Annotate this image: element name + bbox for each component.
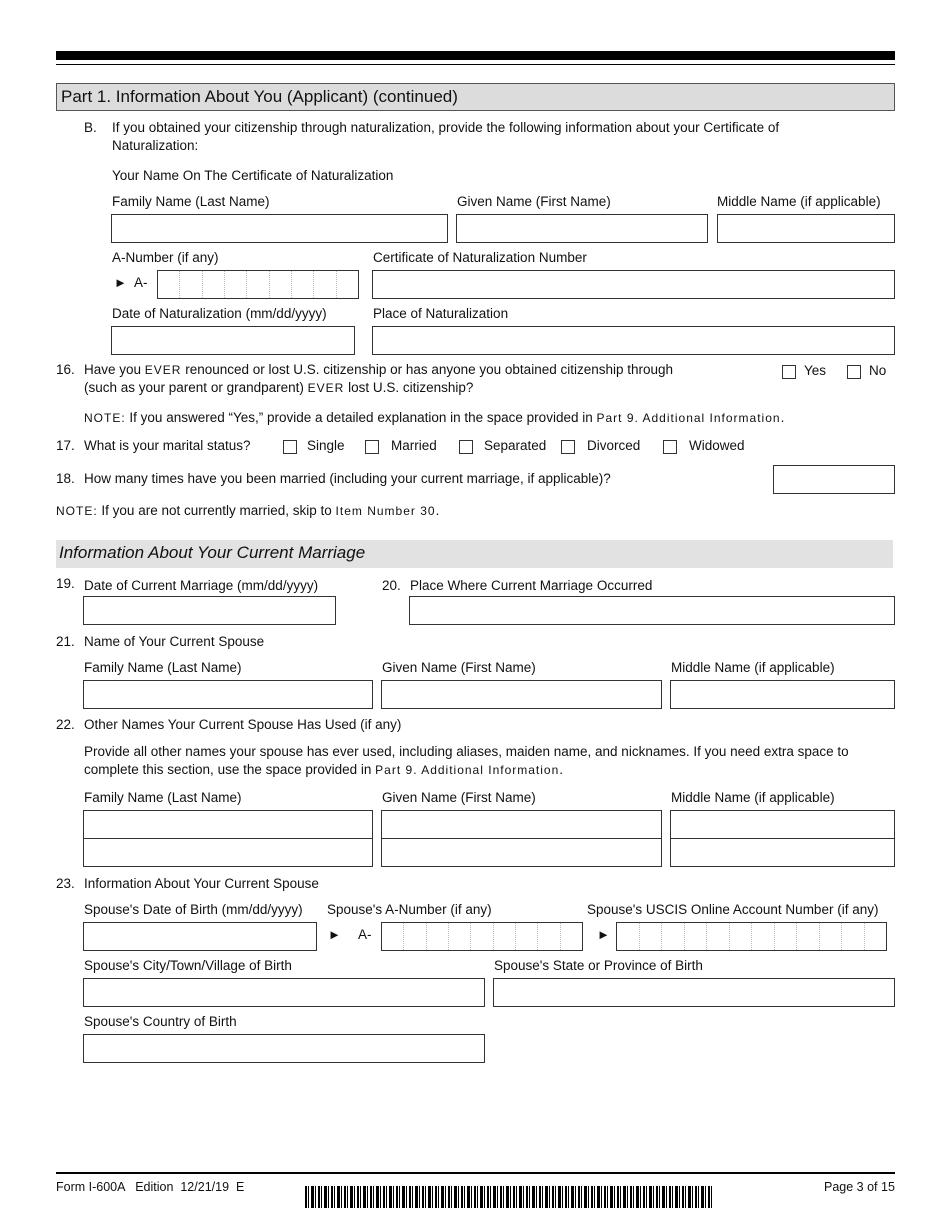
spouse-family-name-label: Family Name (Last Name) [84,660,242,675]
footer-form-edition: Form I-600A Edition 12/21/19 E [56,1180,245,1194]
spouse-a-number-label: Spouse's A-Number (if any) [327,902,492,917]
q22-instr-end: . [559,762,564,777]
skip-note-text: If you are not currently married, skip to [97,503,336,518]
q17-text: What is your marital status? [84,438,251,453]
skip-note [56,503,439,519]
cert-number-label: Certificate of Naturalization Number [373,250,587,265]
q22-text: Other Names Your Current Spouse Has Used (if any) [84,717,402,732]
q22-number: 22. [56,717,75,732]
q16-ever-2: EVER [307,381,345,395]
q19-number: 19. [56,576,75,591]
other-middle-name-input-1[interactable] [670,810,895,839]
naturalization-date-label: Date of Naturalization (mm/dd/yyyy) [112,306,327,321]
q17-number: 17. [56,438,75,453]
q16-note-text: If you answered “Yes,” provide a detailed explanation in the space provided in [125,410,597,425]
cert-name-subheading: Your Name On The Certificate of Naturalization [112,168,394,183]
other-family-name-input-1[interactable] [83,810,373,839]
item-b-letter: B. [84,120,97,135]
cert-given-name-label: Given Name (First Name) [457,194,611,209]
cert-middle-name-label: Middle Name (if applicable) [717,194,881,209]
other-family-name-label: Family Name (Last Name) [84,790,242,805]
cert-given-name-input[interactable] [456,214,708,243]
top-thick-rule [56,51,895,60]
status-single-checkbox[interactable] [283,440,297,454]
spouse-state-label: Spouse's State or Province of Birth [494,958,703,973]
skip-note-label: NOTE: [56,504,98,518]
q16-text-a: Have you [84,362,145,377]
q16-note-label: NOTE: [84,411,126,425]
footer-rule [56,1172,895,1174]
marriage-place-label: Place Where Current Marriage Occurred [410,578,653,593]
marriage-date-label: Date of Current Marriage (mm/dd/yyyy) [84,578,319,593]
q16-ever-1: EVER [144,363,182,377]
q16-text-b: renounced or lost U.S. citizenship or has anyone you obtained citizenship through [181,362,674,377]
q16-note-end: . [780,410,785,425]
q23-number: 23. [56,876,75,891]
q22-instr-a: Provide all other names your spouse has ever used, including aliases, maiden name, and nicknames. If you need extra space to [84,744,849,759]
q22-instructions [84,743,894,779]
marriage-place-input[interactable] [409,596,895,625]
q21-text: Name of Your Current Spouse [84,634,265,649]
q18-number: 18. [56,471,75,486]
other-middle-name-input-2[interactable] [670,838,895,867]
current-marriage-section-header: Information About Your Current Marriage [56,540,893,568]
q18-text: How many times have you been married (including your current marriage, if applicable)? [84,471,611,486]
q16-yes-checkbox[interactable] [782,365,796,379]
status-widowed-checkbox[interactable] [663,440,677,454]
spouse-uscis-label: Spouse's USCIS Online Account Number (if any) [587,902,879,917]
times-married-input[interactable] [773,465,895,494]
cert-family-name-input[interactable] [111,214,448,243]
q16-note-ref: Part 9. Additional Information [596,411,781,425]
status-single-label: Single [307,438,345,453]
spouse-given-name-label: Given Name (First Name) [382,660,536,675]
spouse-state-input[interactable] [493,978,895,1007]
status-divorced-label: Divorced [587,438,641,453]
a-number-input[interactable] [157,270,359,299]
q21-number: 21. [56,634,75,649]
marriage-date-input[interactable] [83,596,336,625]
spouse-city-label: Spouse's City/Town/Village of Birth [84,958,292,973]
arrow-right-icon: ► [597,927,610,942]
q16-no-label: No [869,363,887,378]
q23-text: Information About Your Current Spouse [84,876,319,891]
q16-text [84,361,734,397]
status-divorced-checkbox[interactable] [561,440,575,454]
spouse-country-input[interactable] [83,1034,485,1063]
cert-family-name-label: Family Name (Last Name) [112,194,270,209]
status-separated-label: Separated [484,438,547,453]
q20-number: 20. [382,578,401,593]
part-header: Part 1. Information About You (Applicant) (continued) [56,83,895,111]
other-given-name-label: Given Name (First Name) [382,790,536,805]
status-married-label: Married [391,438,437,453]
other-family-name-input-2[interactable] [83,838,373,867]
spouse-a-number-input[interactable] [381,922,583,951]
q16-yes-label: Yes [804,363,827,378]
skip-note-end: . [435,503,440,518]
naturalization-place-input[interactable] [372,326,895,355]
spouse-dob-input[interactable] [83,922,317,951]
spouse-country-label: Spouse's Country of Birth [84,1014,237,1029]
other-middle-name-label: Middle Name (if applicable) [671,790,835,805]
q16-no-checkbox[interactable] [847,365,861,379]
top-thin-rule [56,64,895,65]
spouse-family-name-input[interactable] [83,680,373,709]
q22-instr-b: complete this section, use the space provided in [84,762,376,777]
q22-instr-ref: Part 9. Additional Information [375,763,560,777]
a-number-prefix: A- [134,275,148,290]
spouse-uscis-input[interactable] [616,922,887,951]
cert-number-input[interactable] [372,270,895,299]
spouse-middle-name-label: Middle Name (if applicable) [671,660,835,675]
item-b-text: If you obtained your citizenship through naturalization, provide the following information about your Certificate of Naturalization: [112,120,780,153]
cert-middle-name-input[interactable] [717,214,895,243]
q16-text-c: (such as your parent or grandparent) [84,380,308,395]
spouse-city-input[interactable] [83,978,485,1007]
skip-note-ref: Item Number 30 [335,504,436,518]
spouse-middle-name-input[interactable] [670,680,895,709]
spouse-given-name-input[interactable] [381,680,662,709]
arrow-right-icon: ► [114,275,127,290]
a-number-label: A-Number (if any) [112,250,219,265]
naturalization-date-input[interactable] [111,326,355,355]
footer-page-number: Page 3 of 15 [824,1180,895,1194]
q16-number: 16. [56,362,75,377]
status-widowed-label: Widowed [689,438,745,453]
status-separated-checkbox[interactable] [459,440,473,454]
naturalization-place-label: Place of Naturalization [373,306,509,321]
status-married-checkbox[interactable] [365,440,379,454]
arrow-right-icon: ► [328,927,341,942]
q16-text-d: lost U.S. citizenship? [344,380,474,395]
q16-note [84,410,784,426]
spouse-a-number-prefix: A- [358,927,372,942]
other-given-name-input-1[interactable] [381,810,662,839]
other-given-name-input-2[interactable] [381,838,662,867]
barcode [305,1186,713,1208]
spouse-dob-label: Spouse's Date of Birth (mm/dd/yyyy) [84,902,303,917]
